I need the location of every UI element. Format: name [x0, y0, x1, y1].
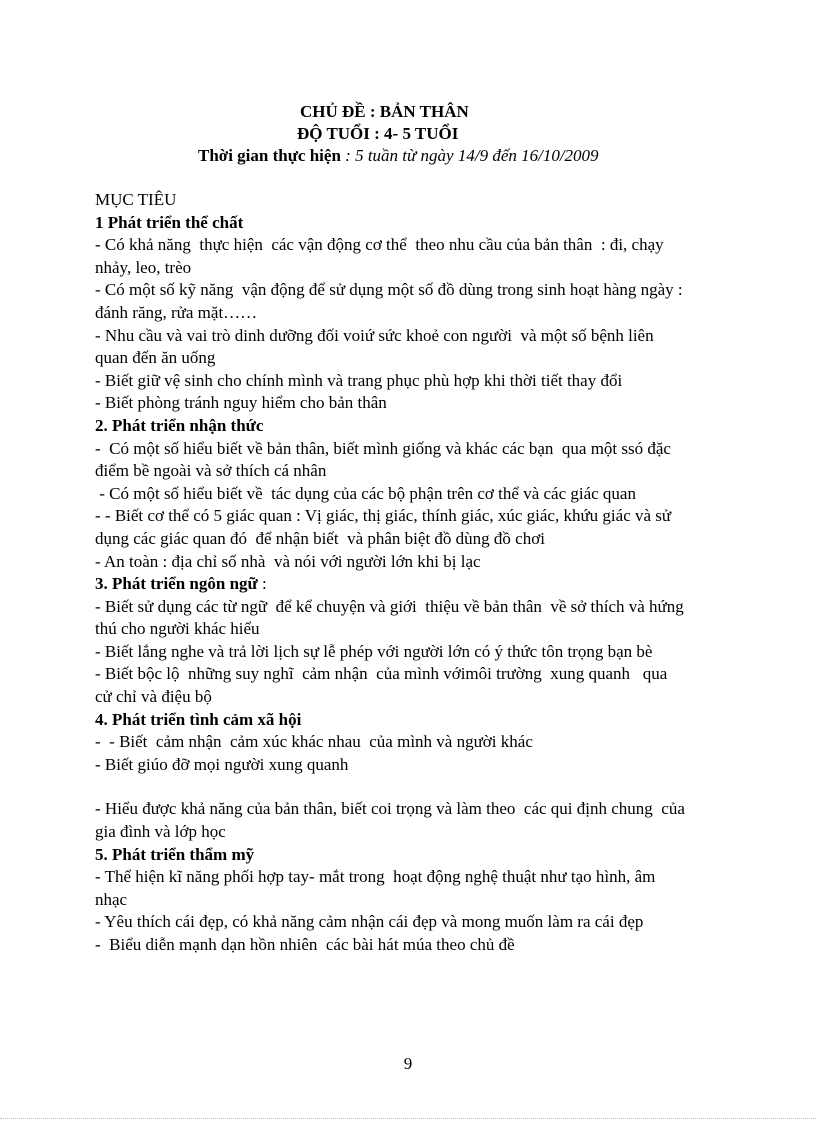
- section-line: - Biểu diễn mạnh dạn hồn nhiên các bài hát múa theo chủ đề: [95, 935, 515, 954]
- section-cognitive: [95, 415, 755, 573]
- section-line: - Biết lắng nghe và trả lời lịch sự lễ phép với người lớn có ý thức tôn trọng bạn bè: [95, 641, 653, 661]
- page-number: 9: [403, 1054, 413, 1073]
- section-line: dụng các giác quan đó để nhận biết và phân biệt đồ dùng đồ chơi: [95, 528, 545, 548]
- age-group: ĐỘ TUỔI : 4- 5 TUỔI: [297, 124, 459, 143]
- section-line: - Biết sử dụng các từ ngữ để kể chuyện và giới thiệu về bản thân về sở thích và hứng: [95, 596, 684, 616]
- section-aesthetic: [95, 844, 755, 957]
- section-social-emotional: [95, 709, 755, 844]
- section-language: [95, 573, 755, 709]
- time-period-label: Thời gian thực hiện: [198, 146, 341, 165]
- section-line: - Có một số kỹ năng vận động để sử dụng một số đồ dùng trong sinh hoạt hàng ngày :: [95, 280, 683, 300]
- section-line: cử chỉ và điệu bộ: [95, 687, 212, 707]
- section-line: - Có một số hiểu biết về bản thân, biết mình giống và khác các bạn qua một ssó đặc: [95, 438, 671, 458]
- section-heading: 2. Phát triển nhận thức: [95, 415, 264, 435]
- section-heading-row: [95, 573, 755, 596]
- section-line: - Biết phòng tránh nguy hiểm cho bản thân: [95, 393, 387, 413]
- section-line: - An toàn : địa chỉ số nhà và nói với người lớn khi bị lạc: [95, 551, 481, 571]
- section-heading: 5. Phát triển thẩm mỹ: [95, 844, 255, 864]
- section-line: - Biết giúo đỡ mọi người xung quanh: [95, 754, 349, 774]
- section-line: điểm bề ngoài và sở thích cá nhân: [95, 461, 327, 481]
- section-line: thú cho người khác hiểu: [95, 619, 260, 639]
- section-line: - Biết giữ vệ sinh cho chính mình và trang phục phù hợp khi thời tiết thay đổi: [95, 370, 623, 390]
- title-block: [0, 101, 816, 167]
- objectives-heading: MỤC TIÊU: [95, 190, 177, 209]
- blank-line: [95, 776, 755, 798]
- time-period-separator: :: [340, 146, 356, 165]
- section-line: nhảy, leo, trèo: [95, 257, 192, 277]
- section-line: - - Biết cảm nhận cảm xúc khác nhau của mình và người khác: [95, 732, 533, 752]
- section-line: nhạc: [95, 889, 128, 909]
- section-heading: 4. Phát triển tình cảm xã hội: [95, 709, 302, 729]
- document-body: [95, 189, 755, 957]
- section-line: gia đình và lớp học: [95, 822, 226, 842]
- section-line: quan đến ăn uống: [95, 348, 216, 368]
- section-line: - Thể hiện kĩ năng phối hợp tay- mắt trong hoạt động nghệ thuật như tạo hình, âm: [95, 867, 656, 887]
- topic-title: CHỦ ĐỀ : BẢN THÂN: [300, 102, 469, 121]
- section-line: - Yêu thích cái đẹp, có khả năng cảm nhận cái đẹp và mong muốn làm ra cái đẹp: [95, 912, 644, 932]
- section-line: - Hiểu được khả năng của bản thân, biết coi trọng và làm theo các qui định chung của: [95, 799, 685, 819]
- time-period: [0, 145, 816, 167]
- section-line: đánh răng, rửa mặt……: [95, 302, 258, 322]
- section-line: - - Biết cơ thể có 5 giác quan : Vị giác, thị giác, thính giác, xúc giác, khứu giác và sử: [95, 506, 672, 526]
- time-period-value: 5 tuần từ ngày 14/9 đến 16/10/2009: [355, 146, 599, 165]
- section-physical: [95, 212, 755, 415]
- section-heading: 3. Phát triển ngôn ngữ: [95, 574, 258, 594]
- section-heading: 1 Phát triển thể chất: [95, 212, 244, 232]
- section-heading-suffix: :: [257, 574, 267, 594]
- section-line: - Nhu cầu và vai trò dinh dưỡng đối voiứ sức khoẻ con người và một số bệnh liên: [95, 325, 654, 345]
- page-bottom-divider: [0, 1118, 816, 1119]
- section-line: - Có khả năng thực hiện các vận động cơ thể theo nhu cầu của bản thân : đi, chạy: [95, 235, 664, 255]
- section-line: - Có một số hiểu biết về tác dụng của các bộ phận trên cơ thể và các giác quan: [95, 483, 636, 503]
- section-line: - Biết bộc lộ những suy nghĩ cảm nhận của mình vớimôi trường xung quanh qua: [95, 664, 668, 684]
